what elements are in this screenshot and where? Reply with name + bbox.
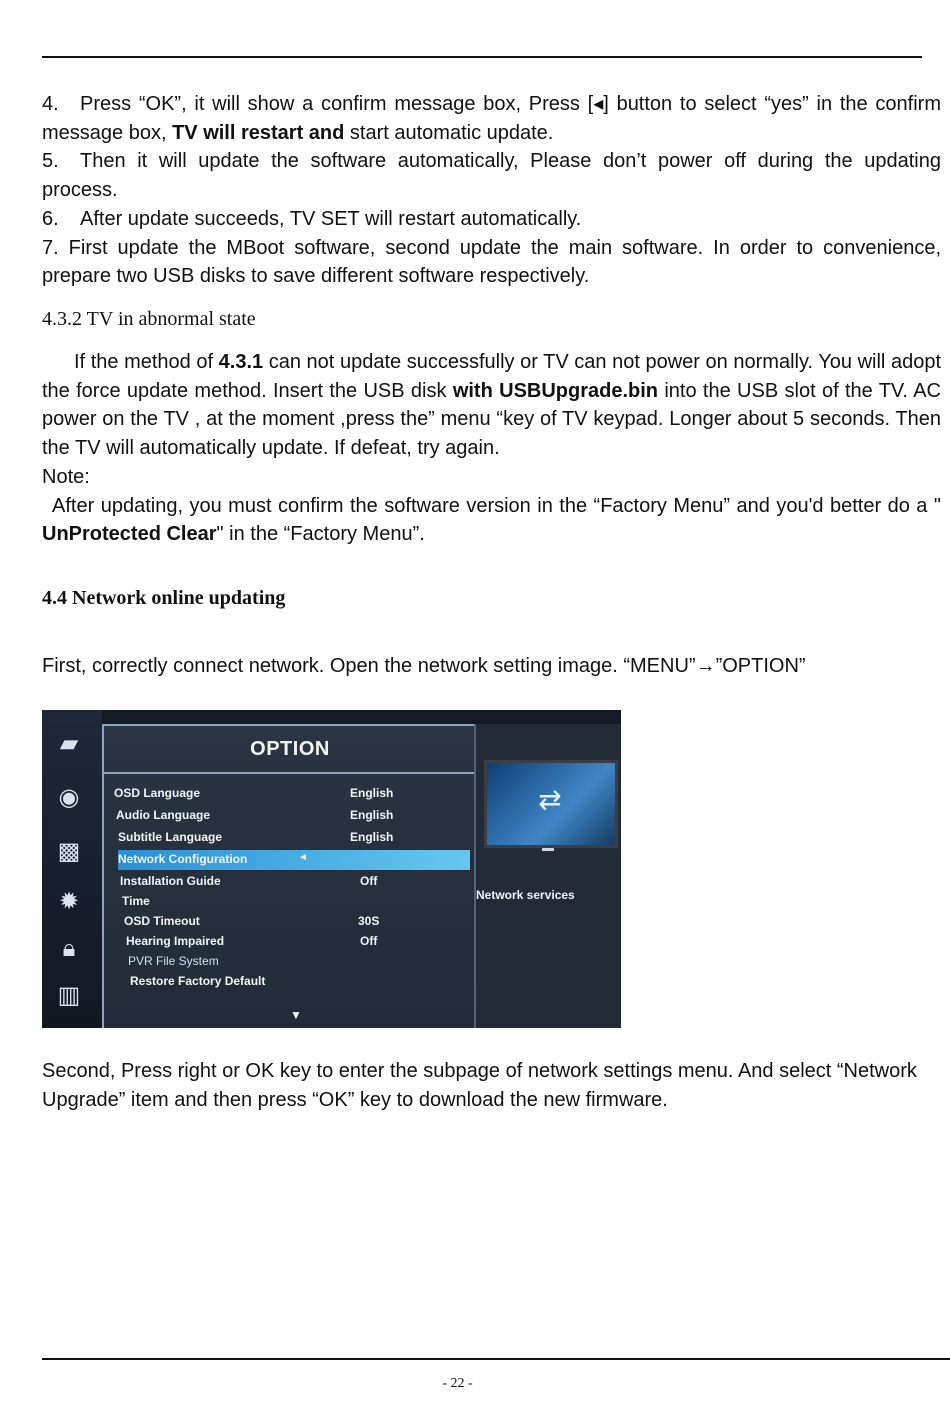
channel-icon: ▩: [57, 837, 81, 865]
network-upgrade-instructions: Second, Press right or OK key to enter the subpage of network settings menu. And select “Network Upgrade” item and then press “OK” key to download the new firmware.: [42, 1060, 917, 1111]
step-7: 7. First update the MBoot software, second update the main software. In order to convenience, prepare two USB disks to save different software respectively.: [42, 236, 941, 288]
tv-menu-row-selected[interactable]: Network Configuration ◄: [118, 850, 470, 870]
network-intro: First, correctly connect network. Open the network setting image. “MENU”→”OPTION”: [42, 655, 806, 677]
tv-preview-image: [484, 760, 618, 848]
tv-icon-bar: [42, 710, 102, 1028]
tv-menu-row[interactable]: Restore Factory Default: [130, 974, 266, 988]
note-text: After updating, you must confirm the software version in the “Factory Menu” and you'd better do a " UnProtected Clear" in the “Factory Menu”.: [42, 494, 941, 546]
tv-menu-title: OPTION: [250, 738, 330, 760]
tv-menu-row[interactable]: Time: [122, 894, 150, 908]
tv-option-menu-screenshot: [42, 710, 621, 1028]
media-icon: ▥: [57, 981, 81, 1009]
section-heading-4-3-2: 4.3.2 TV in abnormal state: [42, 308, 256, 330]
left-arrow-icon: ◄: [298, 852, 308, 863]
tv-title-divider: [104, 772, 476, 774]
note-label: Note:: [42, 465, 90, 488]
section-heading-4-4: 4.4 Network online updating: [42, 587, 286, 609]
step-5: 5. Then it will update the software automatically, Please don’t power off during the updating process.: [42, 150, 941, 202]
lock-icon: 🔒︎: [62, 935, 76, 962]
steps-list: [42, 90, 941, 291]
tv-menu-row[interactable]: Installation Guide Off: [120, 874, 378, 888]
tv-info-panel: [474, 724, 621, 1028]
picture-icon: ▰: [59, 729, 79, 757]
tv-menu-row[interactable]: Hearing Impaired Off: [126, 934, 378, 948]
tv-menu-row[interactable]: OSD Language English: [114, 786, 394, 800]
tv-stand: [542, 848, 554, 851]
sound-icon: ◉: [58, 783, 80, 811]
tv-menu-panel: [102, 724, 476, 1028]
network-icon: ⇄: [538, 784, 562, 815]
footer-rule: [42, 1358, 950, 1360]
step-6: 6. After update succeeds, TV SET will restart automatically.: [42, 207, 582, 230]
page-number: - 22 -: [442, 1376, 473, 1391]
gear-icon: ✹: [58, 887, 80, 915]
tv-menu-row[interactable]: PVR File System: [128, 954, 219, 968]
tv-menu-description: Network services: [476, 888, 575, 902]
section-4-3-2-body: [42, 348, 941, 549]
tv-menu-row[interactable]: Subtitle Language English: [118, 830, 394, 844]
scroll-down-icon[interactable]: ▼: [290, 1008, 302, 1022]
force-update-paragraph: If the method of 4.3.1 can not update successfully or TV can not power on normally. You will adopt the force update method. Insert the USB disk with USBUpgrade.bin into the USB slot of the TV. AC power on the TV , at the moment ,press the” menu “key of TV keypad. Longer about 5 seconds. Then the TV will automatically update. If defeat, try again.: [42, 351, 941, 460]
step-4: 4. Press “OK”, it will show a confirm message box, Press [◂] button to select “yes” in the confirm message box, TV will restart and start automatic update.: [42, 93, 941, 144]
tv-menu-row[interactable]: OSD Timeout 30S: [124, 914, 380, 928]
header-rule: [42, 56, 922, 58]
tv-menu-row[interactable]: Audio Language English: [116, 808, 394, 822]
